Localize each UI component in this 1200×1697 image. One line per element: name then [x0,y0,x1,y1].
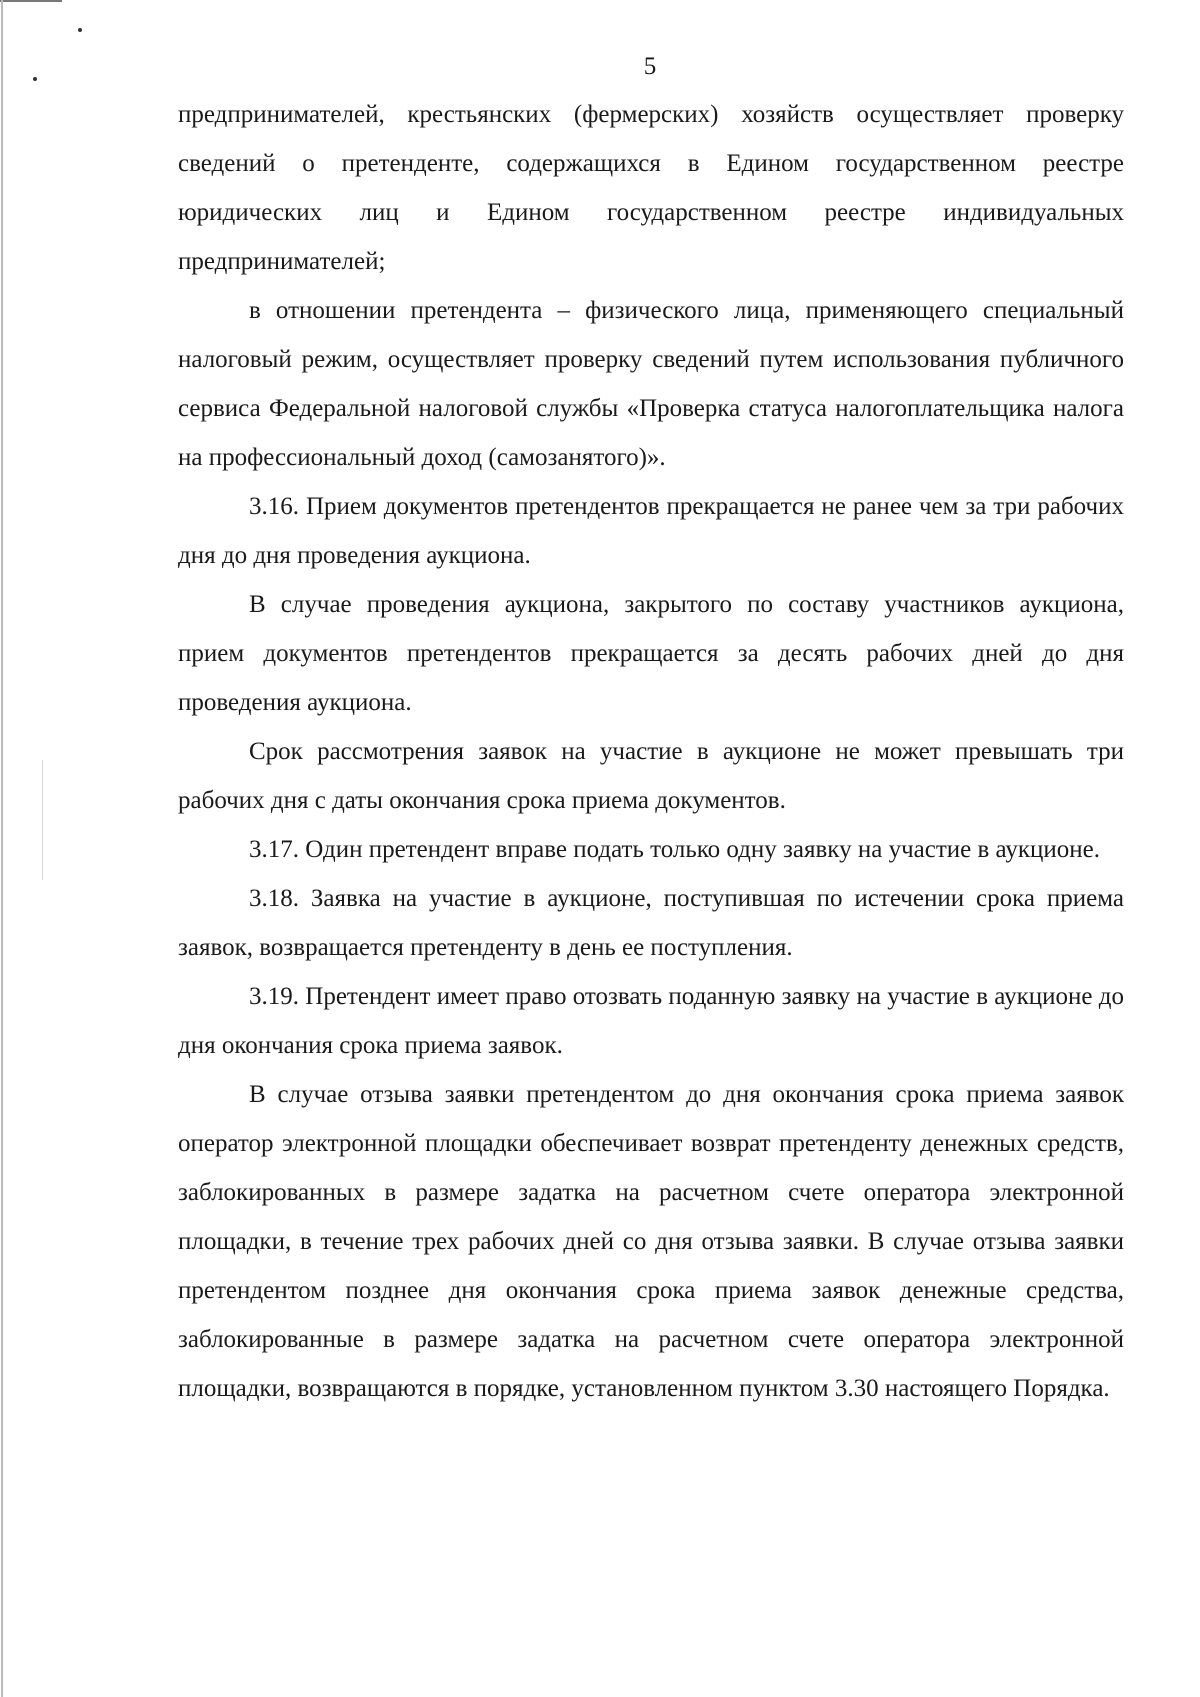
paragraph: 3.18. Заявка на участие в аукционе, поступившая по истечении срока приема заявок, возвращается претенденту в день ее поступления. [178,885,1124,961]
paragraph: предпринимателей, крестьянских (фермерских) хозяйств осуществляет проверку сведений о претенденте, содержащихся в Едином государственном реестре юридических лиц и Едином государственном реестре индивидуальных предпринимателей; [178,101,1124,275]
scan-artifact-line [42,760,43,880]
paragraph: В случае отзыва заявки претендентом до дня окончания срока приема заявок оператор электронной площадки обеспечивает возврат претенденту денежных средств, заблокированных в размере задатка на расчетном счете оператора электронной площадки, в течение трех рабочих дней со дня отзыва заявки. В случае отзыва заявки претендентом позднее дня окончания срока приема заявок денежные средства, заблокированные в размере задатка на расчетном счете оператора электронной площадки, возвращаются в порядке, установленном пунктом 3.30 настоящего Порядка. [178,1081,1124,1402]
scan-edge-top [0,0,62,2]
paragraph: 3.17. Один претендент вправе подать только одну заявку на участие в аукционе. [249,836,1101,863]
document-body [178,90,1124,1413]
paragraph: 3.16. Прием документов претендентов прекращается не ранее чем за три рабочих дня до дня проведения аукциона. [178,493,1124,569]
paragraph: Срок рассмотрения заявок на участие в аукционе не может превышать три рабочих дня с даты окончания срока приема документов. [178,738,1124,814]
scan-edge-left [1,0,3,1697]
paragraph: В случае проведения аукциона, закрытого по составу участников аукциона, прием документов претендентов прекращается за десять рабочих дней до дня проведения аукциона. [178,591,1124,716]
paragraph: 3.19. Претендент имеет право отозвать поданную заявку на участие в аукционе до дня окончания срока приема заявок. [178,983,1124,1059]
scan-speck [78,28,82,32]
paragraph: в отношении претендента – физического лица, применяющего специальный налоговый режим, осуществляет проверку сведений путем использования публичного сервиса Федеральной налоговой службы «Проверка статуса налогоплательщика налога на профессиональный доход (самозанятого)». [178,297,1124,471]
page-number: 5 [643,53,657,80]
